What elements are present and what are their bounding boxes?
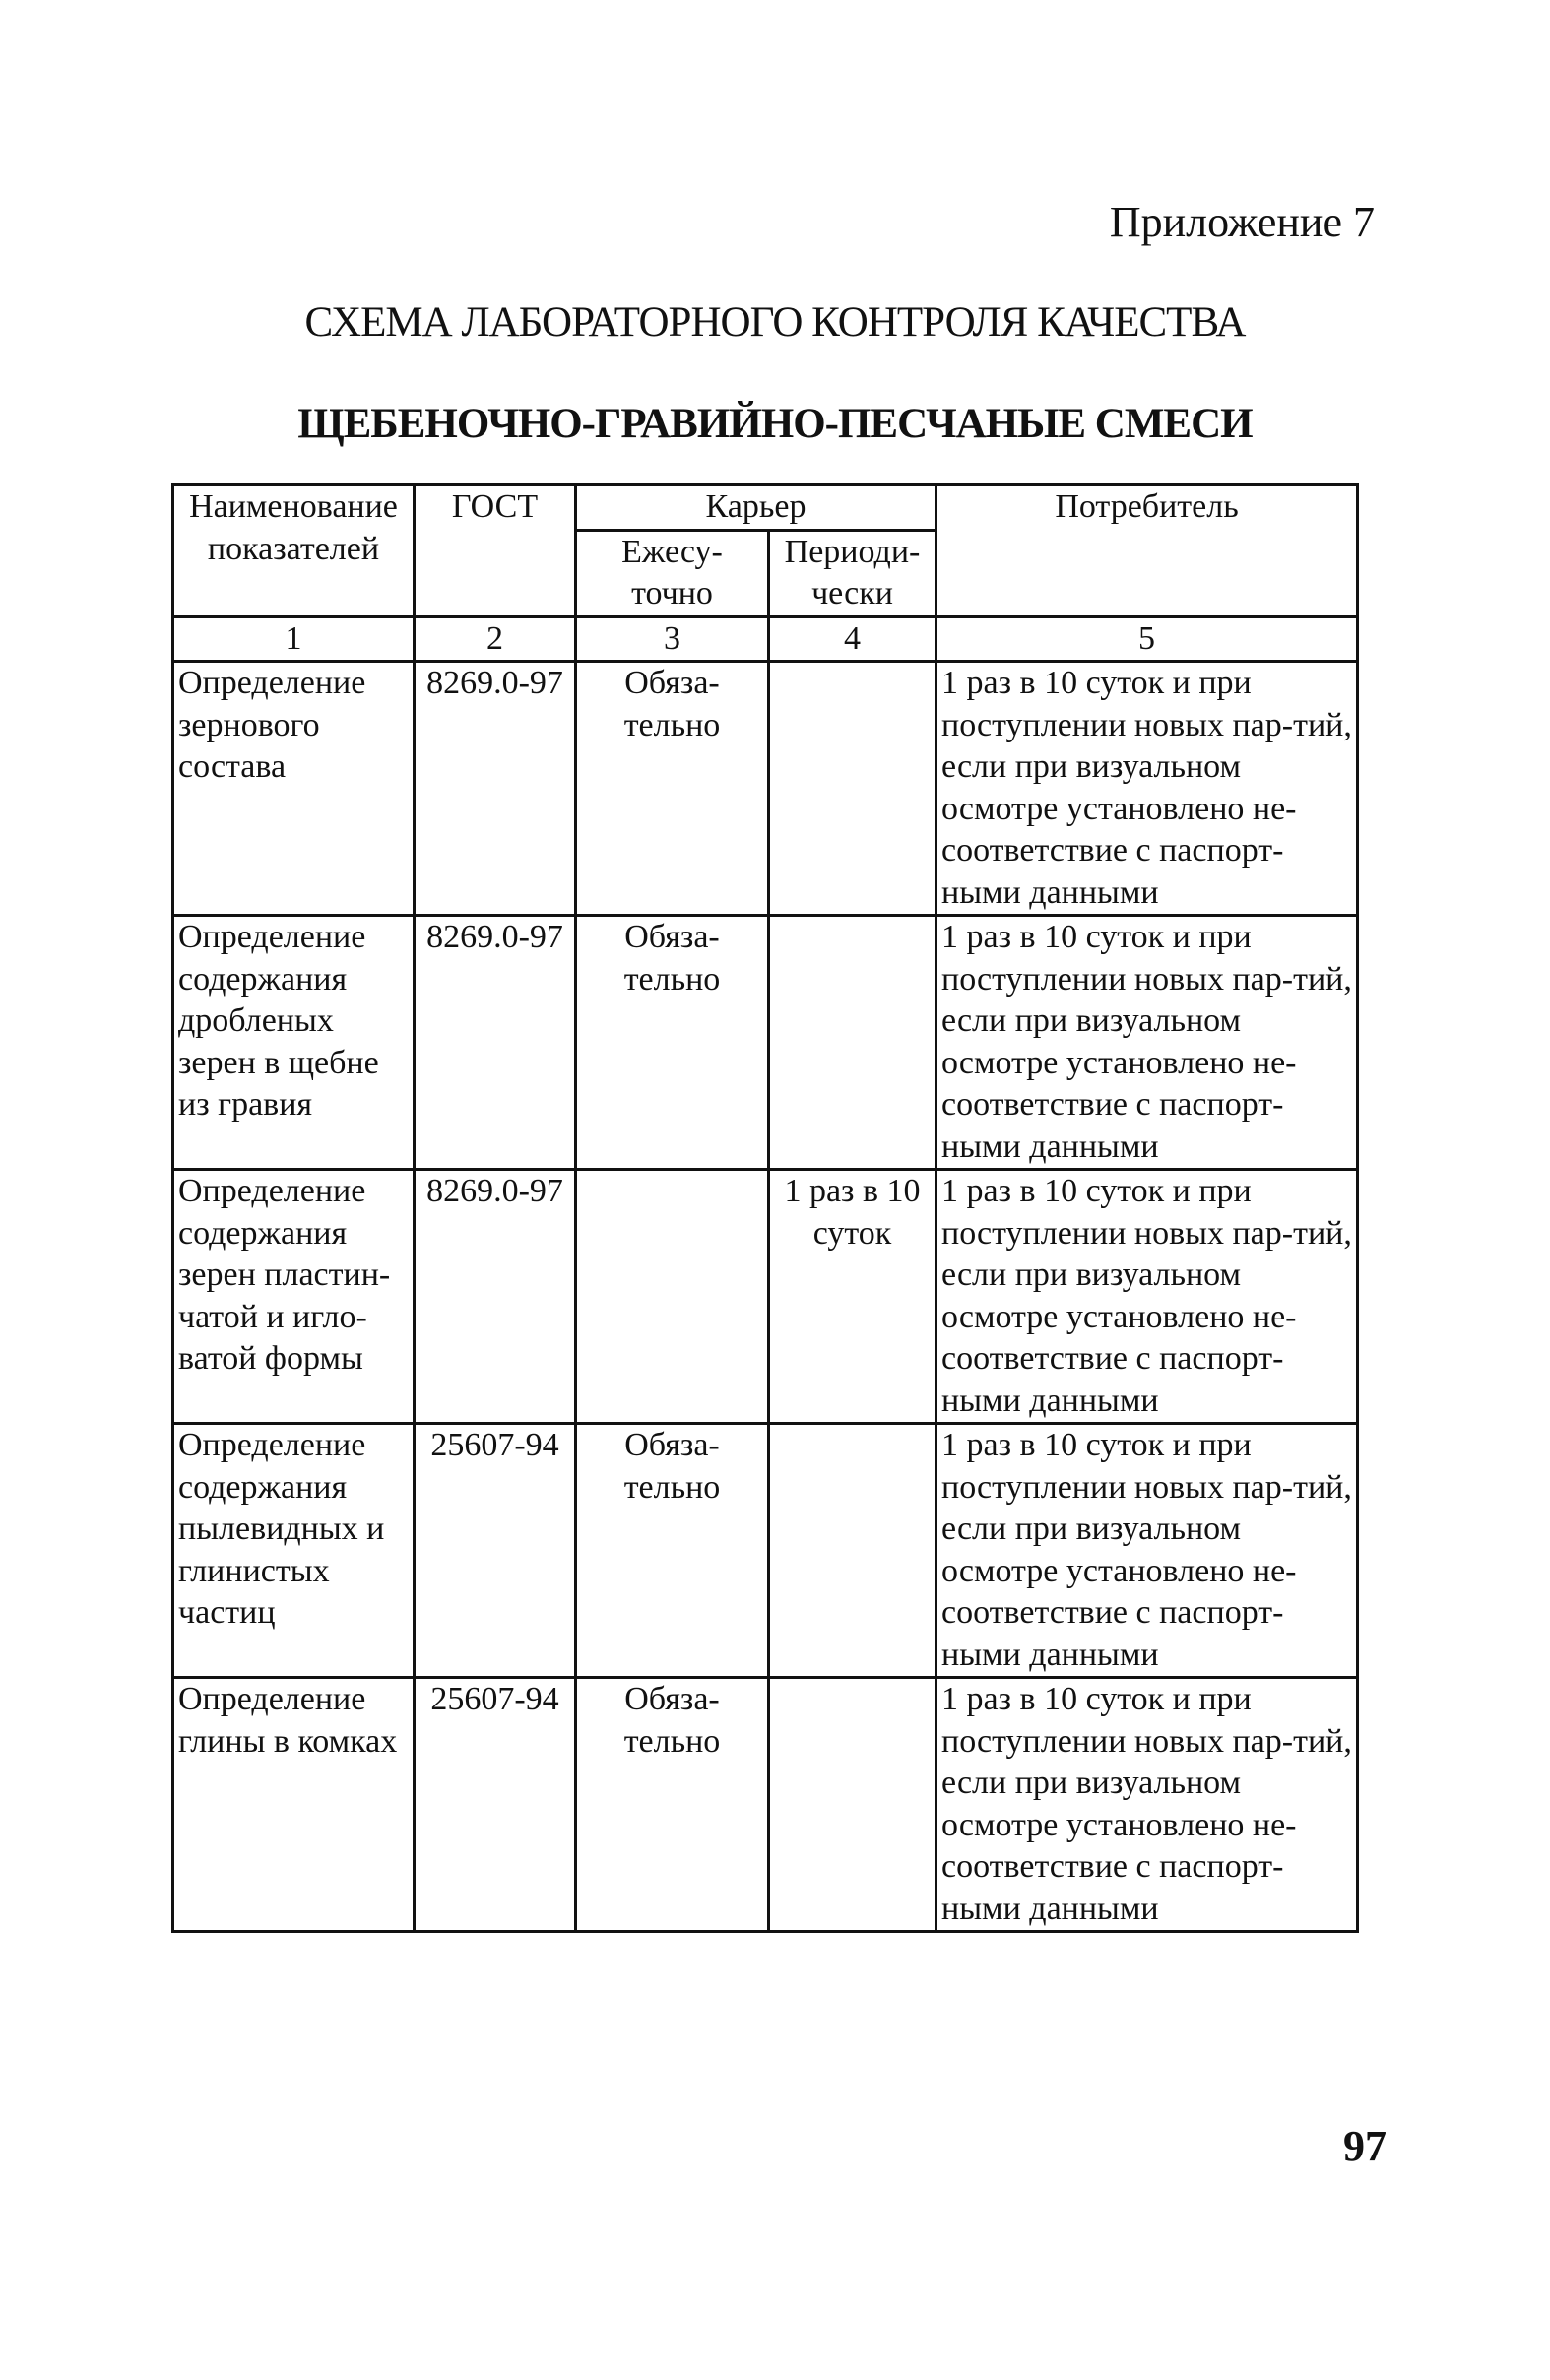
consumer-value: 1 раз в 10 суток и при поступлении новых пар-тий, если при визуальном осмотре установлено не-соответствие с паспорт-ными данными: [936, 916, 1358, 1170]
column-numbers-row: [173, 616, 1358, 662]
column-number: 2: [415, 616, 576, 662]
header-consumer: Потребитель: [936, 485, 1358, 617]
indicator-name: Определение содержания зерен пластин-чатой и игло-ватой формы: [173, 1170, 415, 1424]
page-number: 97: [1343, 2122, 1387, 2170]
header-quarry: Карьер: [576, 485, 936, 531]
column-number: 4: [769, 616, 936, 662]
periodic-value: [769, 662, 936, 916]
indicator-name: Определение зернового состава: [173, 662, 415, 916]
consumer-value: 1 раз в 10 суток и при поступлении новых пар-тий, если при визуальном осмотре установлено не-соответствие с паспорт-ными данными: [936, 1170, 1358, 1424]
periodic-value: [769, 916, 936, 1170]
indicator-name: Определение содержания пылевидных и глинистых частиц: [173, 1424, 415, 1678]
indicator-name: Определение содержания дробленых зерен в щебне из гравия: [173, 916, 415, 1170]
daily-value: Обяза-тельно: [576, 916, 769, 1170]
appendix-label: Приложение 7: [1109, 198, 1375, 246]
indicator-name: Определение глины в комках: [173, 1678, 415, 1932]
consumer-value: 1 раз в 10 суток и при поступлении новых пар-тий, если при визуальном осмотре установлено не-соответствие с паспорт-ными данными: [936, 1424, 1358, 1678]
periodic-value: [769, 1424, 936, 1678]
daily-value: Обяза-тельно: [576, 1424, 769, 1678]
gost-code: 8269.0-97: [415, 1170, 576, 1424]
document-subtitle: ЩЕБЕНОЧНО-ГРАВИЙНО-ПЕСЧАНЫЕ СМЕСИ: [297, 401, 1253, 447]
gost-code: 8269.0-97: [415, 916, 576, 1170]
header-periodic: Периоди-чески: [769, 530, 936, 616]
quality-control-table: [171, 483, 1359, 1933]
column-number: 5: [936, 616, 1358, 662]
table-row: [173, 1170, 1358, 1424]
gost-code: 25607-94: [415, 1424, 576, 1678]
daily-value: Обяза-тельно: [576, 662, 769, 916]
header-daily: Ежесу-точно: [576, 530, 769, 616]
daily-value: Обяза-тельно: [576, 1678, 769, 1932]
periodic-value: [769, 1678, 936, 1932]
column-number: 3: [576, 616, 769, 662]
consumer-value: 1 раз в 10 суток и при поступлении новых пар-тий, если при визуальном осмотре установлено не-соответствие с паспорт-ными данными: [936, 662, 1358, 916]
header-name: Наименование показателей: [173, 485, 415, 617]
periodic-value: 1 раз в 10 суток: [769, 1170, 936, 1424]
daily-value: [576, 1170, 769, 1424]
document-title: СХЕМА ЛАБОРАТОРНОГО КОНТРОЛЯ КАЧЕСТВА: [304, 299, 1246, 346]
gost-code: 25607-94: [415, 1678, 576, 1932]
table-row: [173, 662, 1358, 916]
header-row: [173, 485, 1358, 531]
table-row: [173, 916, 1358, 1170]
table-row: [173, 1424, 1358, 1678]
table-row: [173, 1678, 1358, 1932]
gost-code: 8269.0-97: [415, 662, 576, 916]
header-gost: ГОСТ: [415, 485, 576, 617]
column-number: 1: [173, 616, 415, 662]
consumer-value: 1 раз в 10 суток и при поступлении новых пар-тий, если при визуальном осмотре установлено не-соответствие с паспорт-ными данными: [936, 1678, 1358, 1932]
